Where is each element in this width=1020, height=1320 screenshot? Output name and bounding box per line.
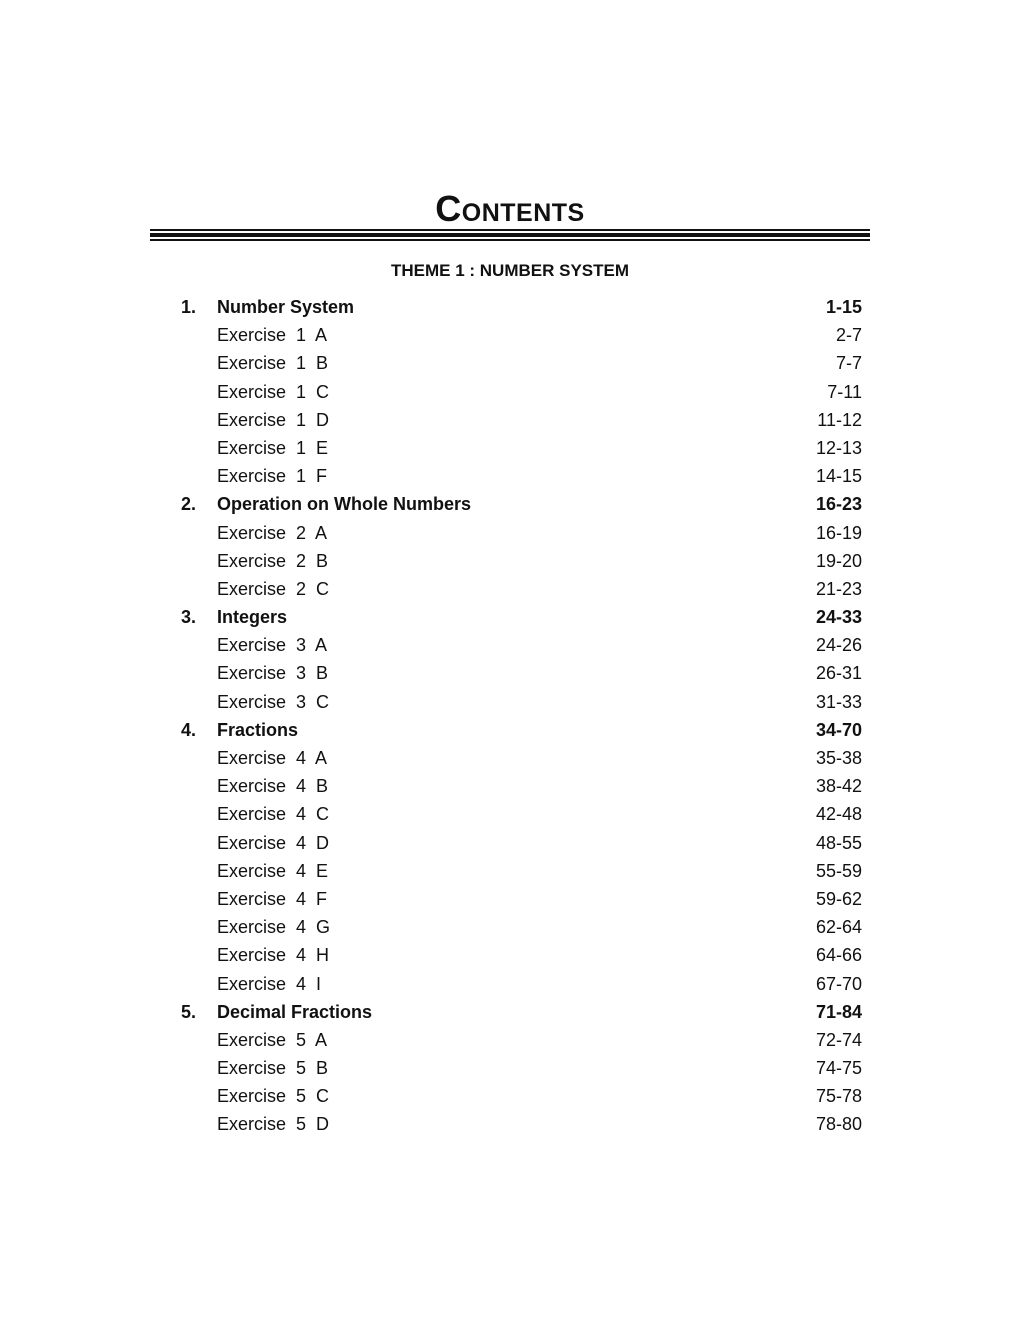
toc-chapter-row[interactable] [181,719,862,747]
chapter-pages: 34-70 [815,719,862,740]
toc-exercise-row[interactable] [181,550,862,578]
page-title-text: Contents [435,188,585,229]
exercise-label: Exercise 1 B [217,353,329,374]
double-rule-divider [150,229,870,241]
exercise-pages: 64-66 [815,945,862,966]
chapter-title: Number System [217,297,355,317]
exercise-pages: 55-59 [815,860,862,881]
chapter-pages: 71-84 [815,1001,862,1022]
exercise-pages: 35-38 [815,748,862,768]
exercise-pages: 31-33 [815,691,862,712]
toc-exercise-row[interactable] [181,1057,862,1085]
chapter-number: 5. [181,1001,197,1022]
exercise-pages: 78-80 [815,1114,862,1135]
exercise-pages: 26-31 [815,663,862,684]
exercise-label: Exercise 5 B [217,1058,329,1079]
toc-chapter-row[interactable] [181,606,862,634]
toc-exercise-row[interactable] [181,437,862,465]
toc-exercise-row[interactable] [181,944,862,972]
exercise-label: Exercise 5 A [217,1029,328,1050]
toc-exercise-row[interactable] [181,888,862,916]
chapter-title: Decimal Fractions [217,1001,373,1022]
exercise-label: Exercise 1 C [217,381,330,402]
toc-exercise-row[interactable] [181,1029,862,1057]
toc-exercise-row[interactable] [181,324,862,352]
exercise-label: Exercise 4 E [217,860,329,881]
exercise-label: Exercise 4 C [217,804,330,825]
toc-exercise-row[interactable] [181,465,862,493]
exercise-label: Exercise 4 D [217,832,330,853]
exercise-pages: 72-74 [815,1029,862,1050]
chapter-pages: 16-23 [815,494,862,515]
exercise-pages: 14-15 [815,466,862,487]
exercise-pages: 67-70 [815,973,862,994]
exercise-pages: 48-55 [815,832,862,853]
toc-exercise-row[interactable] [181,578,862,606]
exercise-label: Exercise 4 G [217,917,331,938]
exercise-label: Exercise 4 A [217,748,328,768]
exercise-pages: 12-13 [815,437,862,458]
exercise-label: Exercise 4 F [217,888,328,909]
toc-exercise-row[interactable] [181,634,862,662]
chapter-number: 2. [181,494,197,515]
chapter-number: 3. [181,607,197,628]
chapter-number: 4. [181,719,197,740]
exercise-label: Exercise 3 A [217,635,328,656]
chapter-title: Fractions [217,719,299,740]
exercise-label: Exercise 1 A [217,325,328,346]
exercise-label: Exercise 1 F [217,466,328,487]
exercise-pages: 16-19 [815,522,862,543]
exercise-pages: 7-7 [835,353,862,374]
toc-exercise-row[interactable] [181,973,862,1001]
exercise-pages: 74-75 [815,1058,862,1079]
toc-chapter-row[interactable] [181,1001,862,1029]
exercise-pages: 59-62 [815,888,862,909]
exercise-pages: 75-78 [815,1086,862,1107]
toc-exercise-row[interactable] [181,775,862,803]
toc-exercise-row[interactable] [181,381,862,409]
exercise-pages: 2-7 [835,325,862,346]
toc-exercise-row[interactable] [181,1085,862,1113]
exercise-pages: 21-23 [815,578,862,599]
exercise-label: Exercise 4 B [217,776,329,797]
exercise-label: Exercise 2 C [217,578,330,599]
exercise-label: Exercise 2 B [217,550,329,571]
exercise-pages: 7-11 [827,381,862,402]
exercise-pages: 38-42 [815,776,862,797]
chapter-title: Integers [217,607,288,628]
exercise-pages: 24-26 [815,635,862,656]
toc-exercise-row[interactable] [181,832,862,860]
toc-exercise-row[interactable] [181,662,862,690]
chapter-pages: 24-33 [815,607,862,628]
toc-chapter-row[interactable] [181,493,862,521]
exercise-label: Exercise 4 H [217,945,330,966]
exercise-label: Exercise 1 D [217,409,330,430]
toc-exercise-row[interactable] [181,522,862,550]
page-title [0,188,1020,230]
toc-exercise-row[interactable] [181,916,862,944]
table-of-contents [181,296,862,1142]
exercise-label: Exercise 1 E [217,437,329,458]
chapter-number: 1. [181,297,197,317]
exercise-label: Exercise 5 C [217,1086,330,1107]
toc-exercise-row[interactable] [181,803,862,831]
exercise-label: Exercise 2 A [217,522,328,543]
toc-exercise-row[interactable] [181,691,862,719]
exercise-label: Exercise 3 C [217,691,330,712]
exercise-pages: 11-12 [817,409,862,430]
toc-chapter-row[interactable] [181,296,862,324]
exercise-label: Exercise 4 I [217,973,322,994]
exercise-label: Exercise 5 D [217,1114,330,1135]
theme-heading: THEME 1 : NUMBER SYSTEM [390,261,630,280]
chapter-title: Operation on Whole Numbers [217,494,472,515]
exercise-label: Exercise 3 B [217,663,329,684]
toc-exercise-row[interactable] [181,747,862,775]
exercise-pages: 42-48 [815,804,862,825]
toc-exercise-row[interactable] [181,860,862,888]
exercise-pages: 62-64 [815,917,862,938]
exercise-pages: 19-20 [815,550,862,571]
toc-exercise-row[interactable] [181,409,862,437]
toc-exercise-row[interactable] [181,352,862,380]
toc-exercise-row[interactable] [181,1113,862,1141]
chapter-pages: 1-15 [825,297,862,317]
